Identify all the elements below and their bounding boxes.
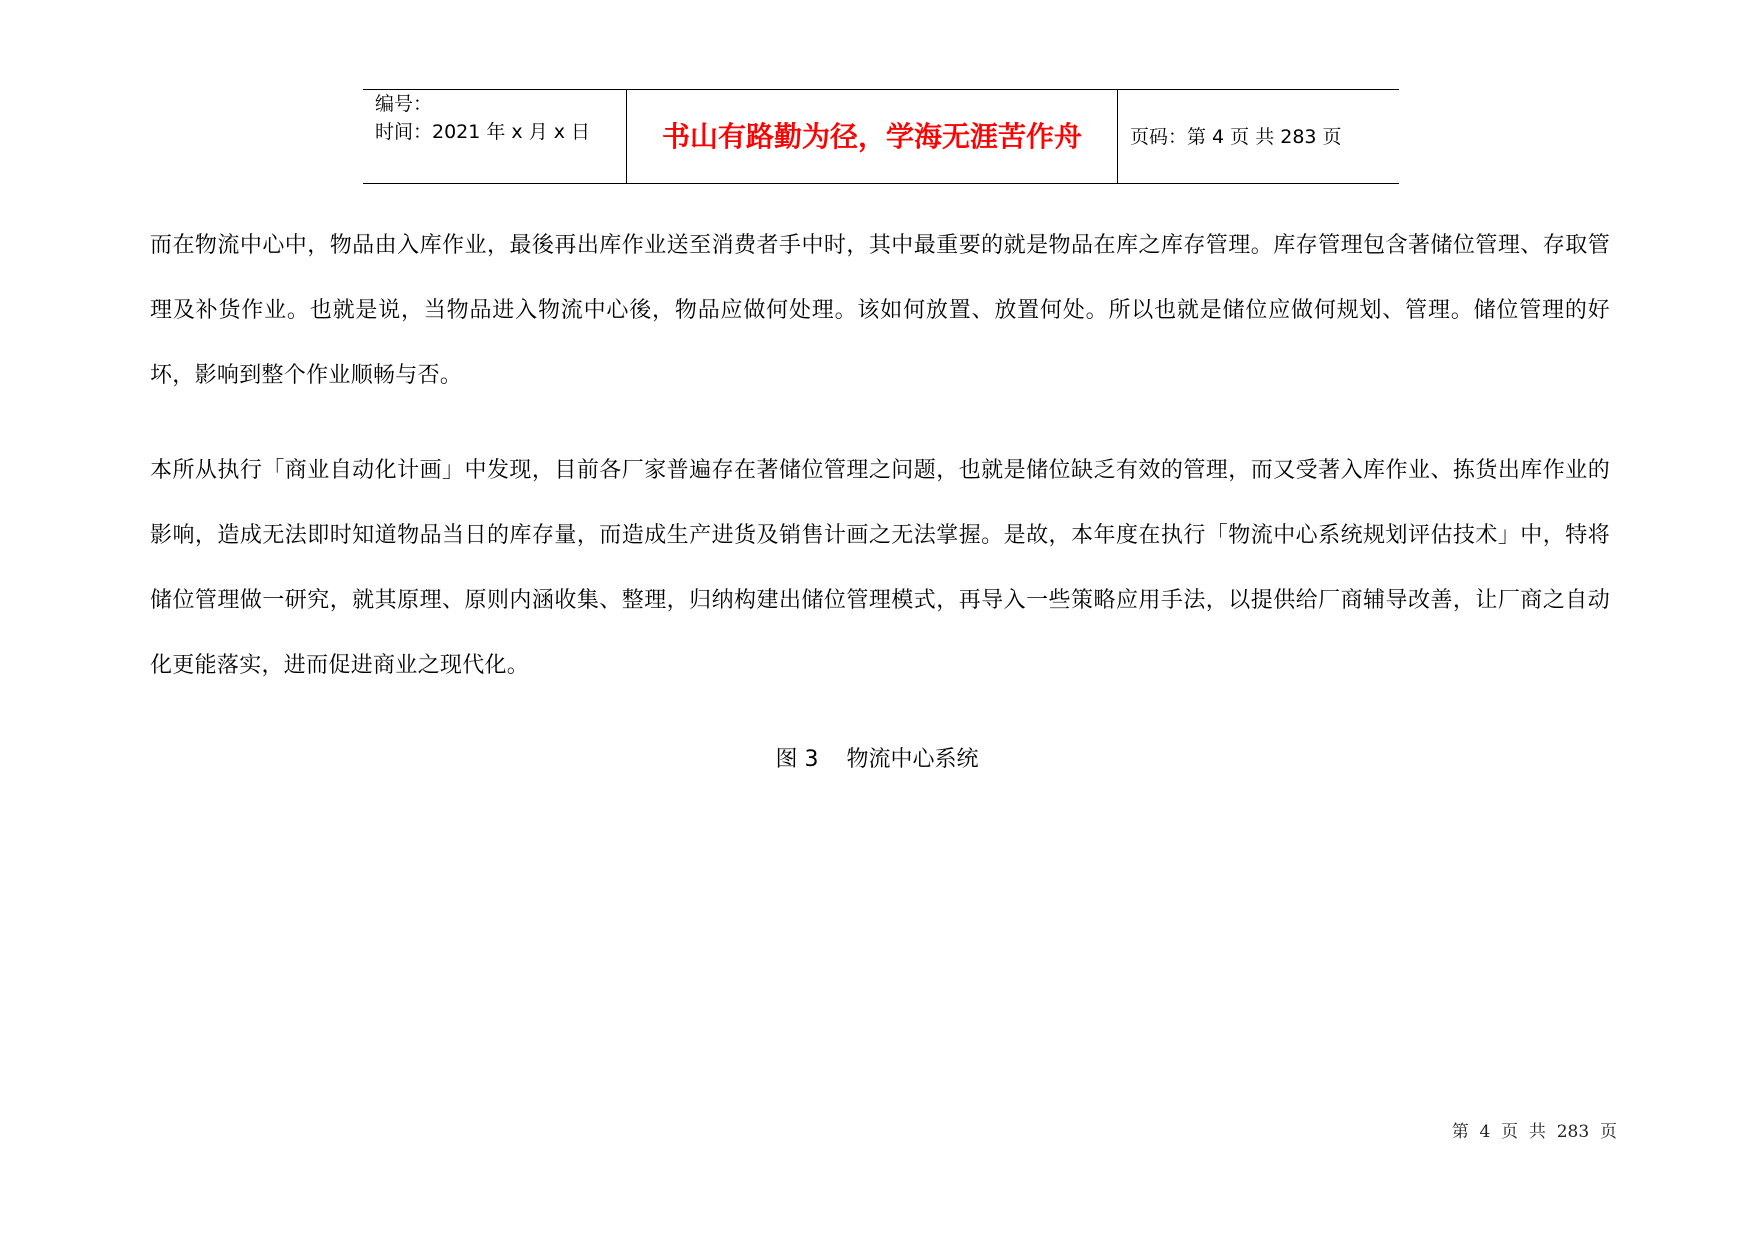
body-paragraph-1: 而在物流中心中，物品由入库作业，最後再出库作业送至消费者手中时，其中最重要的就是物品在库之库存管理。库存管理包含著储位管理、存取管理及补货作业。也就是说，当物品进入物流中心後，物品应做何处理。该如何放置、放置何处。所以也就是储位应做何规划、管理。储位管理的好坏，影响到整个作业顺畅与否。 <box>150 233 1610 388</box>
header-info-cell <box>363 90 627 183</box>
motto-text: 书山有路勤为径，学海无涯苦作舟 <box>661 120 1082 153</box>
header-table <box>363 89 1399 184</box>
header-page-cell <box>1118 90 1399 183</box>
page-footer: 第 4 页 共 283 页 <box>1451 1122 1617 1142</box>
page-code-label: 页码：第 4 页 共 283 页 <box>1130 126 1342 148</box>
body-paragraph-2: 本所从执行「商业自动化计画」中发现，目前各厂家普遍存在著储位管理之问题，也就是储位缺乏有效的管理，而又受著入库作业、拣货出库作业的影响，造成无法即时知道物品当日的库存量，而造成生产进货及销售计画之无法掌握。是故，本年度在执行「物流中心系统规划评估技术」中，特将储位管理做一研究，就其原理、原则内涵收集、整理，归纳构建出储位管理模式，再导入一些策略应用手法，以提供给厂商辅导改善，让厂商之自动化更能落实，进而促进商业之现代化。 <box>150 458 1610 678</box>
header-motto-cell <box>627 90 1118 183</box>
figure-caption: 图 3 物流中心系统 <box>775 747 979 772</box>
document-date-label: 时间：2021 年 x 月 x 日 <box>375 121 591 143</box>
document-number-label: 编号： <box>375 93 433 115</box>
